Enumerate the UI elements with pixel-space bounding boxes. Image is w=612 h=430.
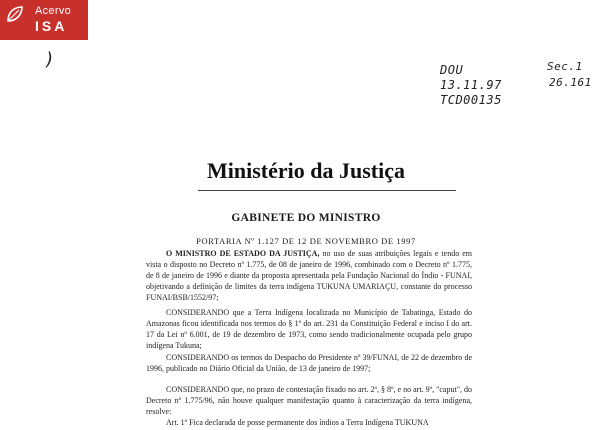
paragraph-article-1 (146, 417, 472, 428)
logo-line-1: Acervo (35, 5, 72, 17)
paragraph-preamble (146, 248, 472, 303)
handwritten-note-dou: DOU (440, 63, 464, 77)
isa-leaf-icon (5, 4, 25, 24)
paragraph-lead: O MINISTRO DE ESTADO DA JUSTIÇA, (166, 249, 320, 258)
handwritten-note-code: TCD00135 (440, 93, 502, 107)
paragraph-lead: Art. 1º (166, 418, 188, 427)
handwritten-note-date: 13.11.97 (440, 78, 502, 92)
ministry-title: Ministério da Justiça (207, 158, 405, 183)
handwritten-note-page: 26.161 (549, 76, 592, 89)
paragraph-text: que, no prazo de contestação fixado no art. 2º, § 8º, e no art. 9º, "caput", do Decreto nº 1.775/96, não houve qualquer manifestação quanto à caracterização da terra indígena, resolve: (146, 385, 472, 416)
handwritten-note-section: Sec.1 (547, 60, 583, 73)
paragraph-text: que a Terra Indígena localizada no Município de Tabatinga, Estado do Amazonas ficou identificada nos termos do § 1º do art. 231 da Constituição Federal e inciso I do art. 17 da Lei nº 6.001, de 19 de dezembro de 1973, como sendo tradicionalmente ocupada pelo grupo indígena Tukuna; (146, 308, 472, 350)
logo-line-2: ISA (35, 18, 68, 34)
paragraph-considerando-3 (146, 384, 472, 417)
paragraph-lead: CONSIDERANDO (166, 308, 230, 317)
acervo-isa-logo (0, 0, 88, 40)
paragraph-considerando-2 (146, 352, 472, 374)
title-rule (198, 190, 456, 191)
paragraph-text: os termos do Despacho do Presidente nº 39/FUNAI, de 22 de dezembro de 1996, publicado no Diário Oficial da União, de 13 de janeiro de 1997; (146, 353, 472, 373)
paragraph-lead: CONSIDERANDO (166, 385, 230, 394)
paragraph-lead: CONSIDERANDO (166, 353, 230, 362)
paragraph-text: no uso de suas atribuições legais e tendo em vista o disposto no Decreto nº 1.775, de 08 de janeiro de 1996, combinado com o Decreto nº 1.775, de 8 de janeiro de 1996 e diante da proposta apresentada pela Fundação Nacional do Índio - FUNAI, objetivando a definição de limites da terra indígena TUKUNA UMARIAÇU, constante do processo FUNAI/BSB/1552/97; (146, 249, 473, 302)
margin-mark: ) (44, 49, 56, 70)
paragraph-considerando-1 (146, 307, 472, 351)
office-heading: GABINETE DO MINISTRO (231, 212, 381, 224)
portaria-heading: PORTARIA Nº 1.127 DE 12 DE NOVEMBRO DE 1997 (196, 236, 416, 246)
paragraph-text: Fica declarada de posse permanente dos índios a Terra Indígena TUKUNA (187, 418, 429, 427)
